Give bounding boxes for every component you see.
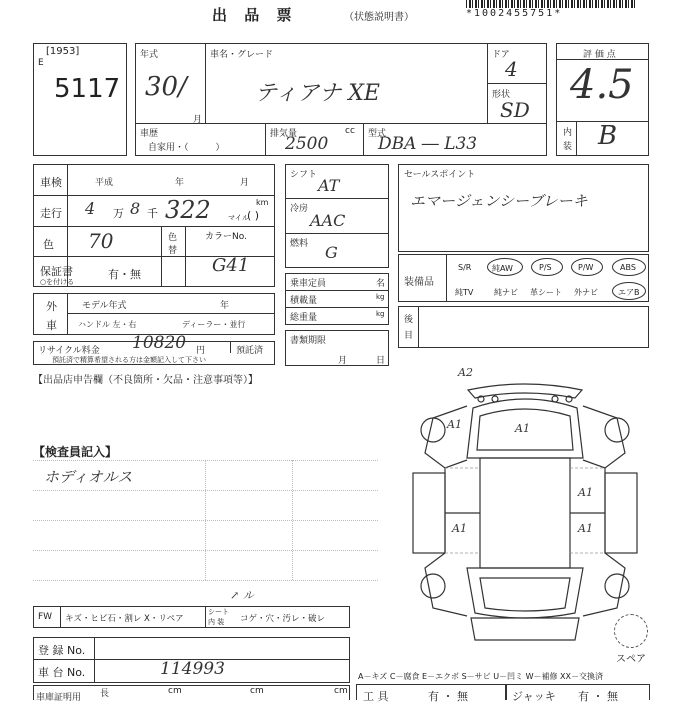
warranty-label: 保証書 xyxy=(40,265,73,278)
dealer-remarks-header: 【出品店申告欄（不良箇所・欠品・注意事項等）】 xyxy=(33,375,258,386)
rear-label-1: 後 xyxy=(404,315,414,325)
shape-value: SD xyxy=(500,98,530,122)
load-label: 積載量 xyxy=(290,296,318,306)
fuel-label: 燃料 xyxy=(290,239,309,249)
spare-tire-circle xyxy=(614,614,648,648)
color-no-value: G41 xyxy=(212,255,250,276)
year-label: 年式 xyxy=(140,50,159,60)
mileage-hw-b: 8 xyxy=(130,199,141,218)
barcode xyxy=(466,0,636,8)
barcode-text: *1002455751* xyxy=(466,8,563,19)
jack-label: ジャッキ xyxy=(512,690,556,703)
displacement-label: 排気量 xyxy=(270,129,298,139)
car-diagram xyxy=(405,368,645,653)
handle-label: ハンドル 左・右 xyxy=(78,320,137,329)
cert-cm-2: cm xyxy=(250,686,264,696)
damage-mark-a1: A1 xyxy=(515,422,530,435)
equip-tv: 純TV xyxy=(455,288,474,297)
seat-hw: ↗ ル xyxy=(230,589,254,602)
displacement-value: 2500 xyxy=(285,134,329,154)
doc-month: 月 xyxy=(338,356,348,366)
mileage-hw-a: 4 xyxy=(85,199,96,218)
model-value: ティアナ XE xyxy=(255,81,380,106)
tools-label: 工 具 xyxy=(363,690,389,703)
cert-cm-3: cm xyxy=(334,686,348,696)
type-value: DBA ― L33 xyxy=(378,134,478,154)
capacity-label: 乗車定員 xyxy=(290,279,327,289)
register-label: 登 録 No. xyxy=(38,644,86,657)
color-change-1: 色 xyxy=(168,233,178,243)
damage-mark-a1: A1 xyxy=(447,418,462,431)
lot-number: 5117 xyxy=(54,74,121,104)
interior-label-2: 装 xyxy=(563,142,573,152)
equip-pw: P/W xyxy=(578,263,594,272)
inspection-era: 平成 xyxy=(95,178,114,188)
shift-value: AT xyxy=(318,176,340,195)
model-label: 車名・グレード xyxy=(210,50,274,60)
damage-mark-a1: A1 xyxy=(452,522,467,535)
recycle-label: リサイクル料金 xyxy=(38,346,100,356)
displacement-unit: cc xyxy=(345,126,355,136)
rear-box xyxy=(398,306,649,348)
color-change-2: 替 xyxy=(168,246,178,256)
cert-cm-1: cm xyxy=(168,686,182,696)
sales-value: エマージェンシーブレーキ xyxy=(410,192,588,210)
color-no-label: カラーNo. xyxy=(205,232,247,242)
inspector-header: 【検査員記入】 xyxy=(33,445,118,459)
cert-len: 長 xyxy=(100,689,110,699)
equip-abs: ABS xyxy=(620,263,636,272)
damage-mark-a1: A1 xyxy=(578,486,593,499)
equip-aw: 純AW xyxy=(492,264,513,273)
recycle-value: 10820 xyxy=(132,333,187,353)
damage-mark-a2: A2 xyxy=(458,366,473,379)
dealer-label: ディーラー・並行 xyxy=(182,320,246,329)
interior-value: B xyxy=(598,121,618,151)
history-label: 車歴 xyxy=(140,129,159,139)
warranty-options: 有・無 xyxy=(108,268,141,281)
fuel-value: G xyxy=(325,243,338,262)
month-suffix: 月 xyxy=(193,115,203,125)
mileage-label: 走行 xyxy=(40,207,62,220)
import-label-2: 車 xyxy=(46,319,57,332)
mileage-man: 万 xyxy=(113,207,124,220)
inspection-label: 車検 xyxy=(40,176,62,189)
fw-label: FW xyxy=(38,612,53,622)
type-label: 型式 xyxy=(368,129,387,139)
inspection-month: 月 xyxy=(240,178,250,188)
lot-sub: E xyxy=(38,58,44,68)
equip-sr: S/R xyxy=(458,263,472,272)
ac-label: 冷房 xyxy=(290,204,309,214)
spare-label: スペア xyxy=(616,654,646,665)
equipment-box xyxy=(398,254,649,302)
sales-label: セールスポイント xyxy=(404,170,476,180)
rating-value: 4.5 xyxy=(570,62,634,108)
ac-value: AAC xyxy=(310,211,346,230)
equip-airbag: エアB xyxy=(618,288,640,297)
load-unit: kg xyxy=(376,293,385,301)
mileage-sen: 千 xyxy=(147,207,158,220)
doors-label: ドア xyxy=(492,50,510,60)
damage-mark-a1: A1 xyxy=(578,522,593,535)
recycle-unit: 円 xyxy=(196,346,206,356)
gross-label: 総重量 xyxy=(290,313,318,323)
recycle-note: 預託済で精算希望される方は金額記入して下さい xyxy=(52,356,206,364)
color-label: 色 xyxy=(43,238,54,251)
km-unit: km xyxy=(256,198,269,207)
cert-label: 車庫証明用 xyxy=(36,693,82,703)
doors-value: 4 xyxy=(505,57,518,81)
seat-interior-label: 内 装 xyxy=(208,618,225,626)
fw-options: キズ・ヒビ石・割レ X・リペア xyxy=(65,614,184,624)
inspection-year: 年 xyxy=(175,178,185,188)
seat-label: シート xyxy=(208,608,229,616)
mile-paren: ( ) xyxy=(247,209,260,222)
rating-label: 評 価 点 xyxy=(583,50,616,60)
recycle-deposit: 預託済 xyxy=(236,346,264,356)
tools-options: 有 ・ 無 xyxy=(428,690,468,703)
chassis-label: 車 台 No. xyxy=(38,666,86,679)
shift-label: シフト xyxy=(290,170,318,180)
doc-day: 日 xyxy=(376,356,386,366)
lot-prefix: [1953] xyxy=(46,46,80,57)
history-options: 自家用・（ ） xyxy=(148,143,225,153)
equip-ps: P/S xyxy=(539,263,552,272)
shape-label: 形状 xyxy=(492,90,511,100)
inspector-note: ホディオルス xyxy=(44,468,133,486)
doc-label: 書類期限 xyxy=(290,336,327,346)
year-value: 30/ xyxy=(145,72,187,102)
mile-unit: マイル xyxy=(228,214,249,222)
capacity-unit: 名 xyxy=(376,279,386,289)
seat-options: コゲ・穴・汚レ・破レ xyxy=(240,614,326,624)
equipment-label: 装備品 xyxy=(404,277,434,288)
chassis-value: 114993 xyxy=(160,659,225,679)
form-subtitle: （状態説明書） xyxy=(344,12,414,23)
damage-legend: A－キズ C－腐食 E－エクボ S－サビ U－凹ミ W－補修 XX－交換済 xyxy=(358,672,604,681)
form-title: 出 品 票 xyxy=(212,6,298,24)
equip-ext-navi: 外ナビ xyxy=(574,288,598,297)
rear-label-2: 目 xyxy=(404,331,414,341)
mileage-hw-c: 322 xyxy=(165,196,211,224)
equip-leather: 革シート xyxy=(530,288,562,297)
color-value: 70 xyxy=(88,229,114,253)
import-label-1: 外 xyxy=(46,300,57,313)
gross-unit: kg xyxy=(376,310,385,318)
warranty-sub: ○を付ける xyxy=(40,278,75,286)
equip-navi: 純ナビ xyxy=(494,288,518,297)
jack-options: 有 ・ 無 xyxy=(578,690,618,703)
model-year-label: モデル年式 xyxy=(82,301,127,311)
model-year-suffix: 年 xyxy=(220,301,230,311)
interior-label-1: 内 xyxy=(563,128,573,138)
